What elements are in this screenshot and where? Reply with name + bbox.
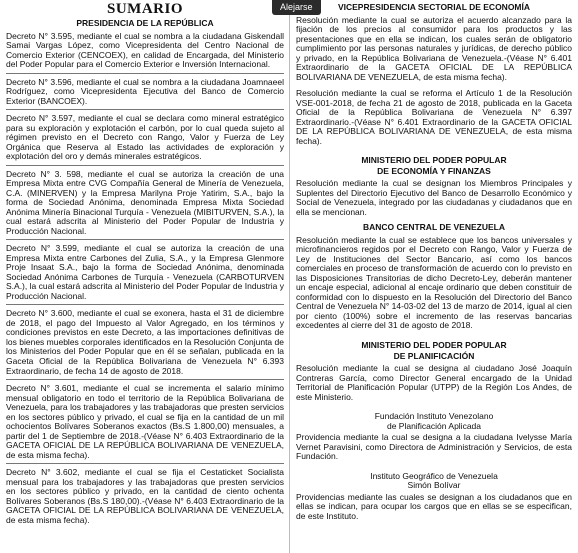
resolution-entry: Resolución mediante la cual se establece que los bancos universales y microfinancieros regidos por el Decreto con Rango, Valor y Fuerza de Ley de Instituciones del Sector Bancario, así como los bancos comerciales en proceso de transformación de acuerdo con lo previsto en las Disposiciones Transitorias de dicho Decreto-Ley, deberán mantener un encaje especial, adicional al encaje ordinario que deben constituir de conformidad con lo dispuesto en la Resolución del Directorio del Banco Central de Venezuela N° 14-03-02 del 13 de marzo de 2014, igual al cien por ciento (100%) sobre el incremento de las reservas bancarias excedentes al cierre del 31 de agosto de 2018. xyxy=(296,234,572,331)
decree-entry: Decreto N° 3.597, mediante el cual se declara como mineral estratégico para su exploración y explotación el carbón, por lo cual queda sujeto al régimen previsto en el Decreto con Rango, Valor y Fuerza de Ley Orgánica que Reserva al Estado las actividades de exploración y explotación del oro y demás minerales estratégicos. xyxy=(6,112,284,166)
section-head-finance-2: DE ECONOMÍA Y FINANZAS xyxy=(377,165,491,176)
section-head-economy: VICEPRESIDENCIA SECTORIAL DE ECONOMÍA xyxy=(337,2,531,12)
resolution-entry: Resolución mediante la cual se designa al ciudadano José Joaquín Contreras García, como Director General encargado de la Unidad Territorial de Planificación Popular (UTPP) de la Región Los Andes, de este Ministerio. xyxy=(296,363,572,402)
section-head-planning-2: DE PLANIFICACIÓN xyxy=(393,350,475,361)
right-column xyxy=(296,0,572,553)
decree-entry: Decreto N° 3.599, mediante el cual se autoriza la creación de una Empresa Mixta entre Carbones del Zulia, S.A., y la Empresa Glenmore Proje Insaat S.A., bajo la forma de Sociedad Anónima, denominada Sociedad Anónima Carbones de Turquía - Venezuela (CARBOTURVEN S.A.), la cual estará adscrita al Ministerio del Poder Popular de Industria y Producción Nacional. xyxy=(6,242,284,305)
resolution-entry: Resolución mediante la cual se reforma el Artículo 1 de la Resolución VSE-001-2018, de fecha 21 de agosto de 2018, publicada en la Gaceta Oficial de la República Bolivariana de Venezuela N° 6.397 Extraordinario.-(Véase N° 6.401 Extraordinario de la GACETA OFICIAL DE LA REPÚBLICA BOLIVARIANA DE VENEZUELA, de esta misma fecha). xyxy=(296,88,572,146)
institute-name-2: Simón Bolívar xyxy=(407,480,461,491)
section-head-finance-1: MINISTERIO DEL PODER POPULAR xyxy=(361,155,507,166)
decree-entry: Decreto N° 3.602, mediante el cual se fija el Cestaticket Socialista mensual para los trabajadores y las trabajadoras que presten servicios en los sectores público y privado, en la cantidad de ciento ochenta Bolívares Soberanos (Bs.S 180,00).-(Véase N° 6.403 Extraordinario de la GACETA OFICIAL DE LA REPÚBLICA BOLIVARIANA DE VENEZUELA, de esta misma fecha). xyxy=(6,467,284,525)
decree-entry: Decreto N° 3.601, mediante el cual se incrementa el salario mínimo mensual obligatorio en todo el territorio de la República Bolivariana de Venezuela, para los trabajadores y las trabajadoras que presten servicios en los sectores público y privado, el cual se fija en la cantidad de un mil ochocientos Bolívares Soberanos exactos (Bs.S 1.800,00) mensuales, a partir del 1 de Septiembre de 2018.-(Véase N° 6.403 Extraordinario de la GACETA OFICIAL DE LA REPÚBLICA BOLIVARIANA DE VENEZUELA, de esta misma fecha). xyxy=(6,382,284,464)
resolution-entry: Resolución mediante la cual se designan los Miembros Principales y Suplentes del Directorio Ejecutivo del Banco de Desarrollo Económico y Social de Venezuela, integrado por las ciudadanas y ciudadanos que en ella se mencionan. xyxy=(296,178,572,217)
section-head-presidency: PRESIDENCIA DE LA REPÚBLICA xyxy=(76,18,214,28)
zoom-out-tooltip: Alejarse xyxy=(272,0,321,15)
institute-name-1: Instituto Geográfico de Venezuela xyxy=(370,470,498,481)
resolution-entry: Providencias mediante las cuales se designan a los ciudadanos que en ellas se indican, para ocupar los cargos que en ellas se se especifican, de este Instituto. xyxy=(296,491,572,521)
foundation-name-2: de Planificación Aplicada xyxy=(386,420,482,431)
decree-entry: Decreto N° 3.596, mediante el cual se nombra a la ciudadana Joamnaeel Rodríguez, como Vicepresidenta Ejecutiva del Banco de Comercio Exterior (BANCOEX). xyxy=(6,76,284,111)
column-divider xyxy=(289,0,290,553)
foundation-name-1: Fundación Instituto Venezolano xyxy=(374,411,494,422)
decree-entry: Decreto N° 3.595, mediante el cual se nombra a la ciudadana Giskendall Samai Vargas López, como Vicepresidenta del Centro Nacional de Comercio Exterior (CENCOEX), en calidad de Encargada, del Ministerio del Poder Popular para el Comercio Exterior e Inversión Internacional. xyxy=(6,30,284,74)
section-head-planning-1: MINISTERIO DEL PODER POPULAR xyxy=(361,339,507,350)
decree-entry: Decreto N° 3.600, mediante el cual se exonera, hasta el 31 de diciembre de 2018, el pago del Impuesto al Valor Agregado, en los términos y condiciones previstos en este Decreto, a las importaciones definitivas de los bienes muebles corporales identificados en la Resolución Conjunta de los Ministerios del Poder Popular que en él se señalan, publicada en la Gaceta Oficial de la República Bolivariana de Venezuela N° 6.393 Extraordinario, de fecha 14 de agosto de 2018. xyxy=(6,307,284,380)
left-column xyxy=(6,0,284,553)
resolution-entry: Resolución mediante la cual se autoriza el acuerdo alcanzado para la fijación de los precios al consumidor para los productos y las presentaciones que en ella se indican, los cuales serán de obligatorio cumplimiento por las personas naturales y jurídicas, de derecho público y privado, en la República Bolivariana de Venezuela.-(Véase N° 6.401 Extraordinario de la GACETA OFICIAL DE LA REPÚBLICA BOLIVARIANA DE VENEZUELA, de esta misma fecha). xyxy=(296,14,572,82)
decree-entry: Decreto N° 3. 598, mediante el cual se autoriza la creación de una Empresa Mixta entre CVG Compañía General de Minería de Venezuela, C.A. (MINERVEN) y la Empresa Marilyna Proje Yatirim, S.A., bajo la forma de Sociedad Anónima, denominada Empresa Mixta Sociedad Anónima Minería Binacional Turquía - Venezuela (MIBITURVEN, S.A.), la cual estará adscrita al Ministerio del Poder Popular de Industria y Producción Nacional. xyxy=(6,168,284,241)
section-head-central-bank: BANCO CENTRAL DE VENEZUELA xyxy=(363,222,505,233)
resolution-entry: Providencia mediante la cual se designa a la ciudadana Ivelysse María Vernet Paravisini, como Directora de Administración y Servicios, de esta Fundación. xyxy=(296,432,572,462)
summary-title: SUMARIO xyxy=(106,1,183,17)
